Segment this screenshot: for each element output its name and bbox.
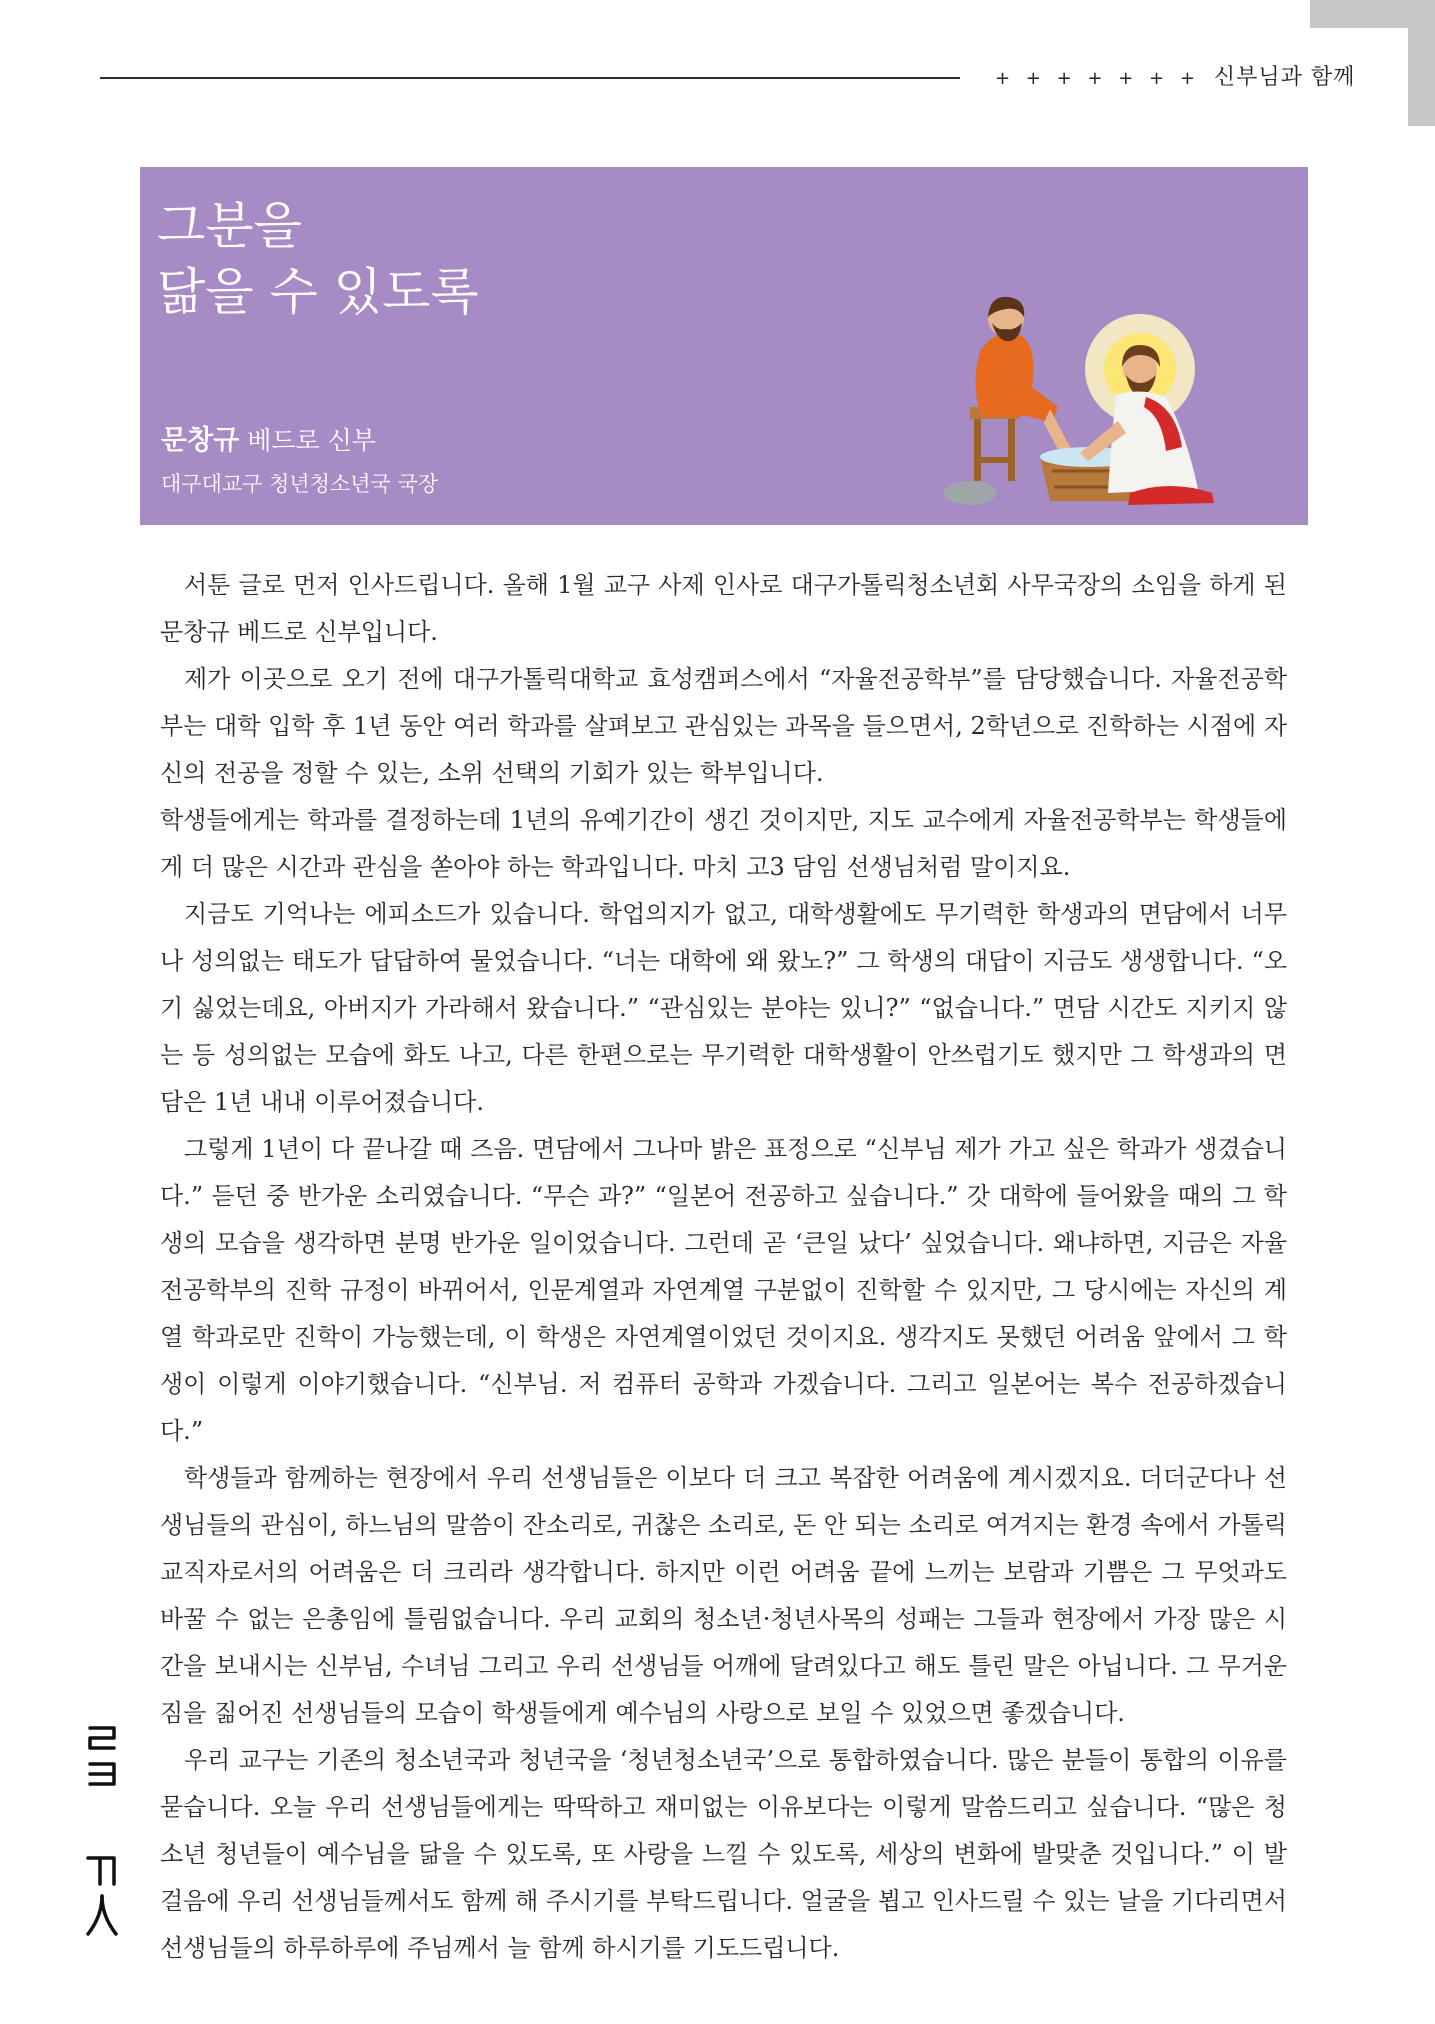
header-ornament: + + + + + + +: [995, 68, 1200, 89]
title-panel: [140, 167, 1308, 525]
author-block: [161, 423, 438, 503]
author-name: 문창규: [161, 425, 240, 456]
article-body: [160, 562, 1287, 1972]
paragraph-3: 학생들에게는 학과를 결정하는데 1년의 유예기간이 생긴 것이지만, 지도 교수에게 자율전공학부는 학생들에게 더 많은 시간과 관심을 쏟아야 하는 학과입니다. 마치 고3 담임 선생님처럼 말이지요.: [160, 806, 1287, 881]
foot-washing-illustration-icon: [940, 257, 1240, 517]
corner-tab-decoration: [1310, 0, 1435, 28]
paragraph-5: 그렇게 1년이 다 끝나갈 때 즈음. 면담에서 그나마 밝은 표정으로 “신부님 제가 가고 싶은 학과가 생겼습니다.” 듣던 중 반가운 소리였습니다. “무슨 과?” “일본어 전공하고 싶습니다.” 갓 대학에 들어왔을 때의 그 학생의 모습을 생각하면 분명 반가운 일이었습니다. 그런데 곧 ‘큰일 났다’ 싶었습니다. 왜냐하면, 지금은 자율전공학부의 진학 규정이 바뀌어서, 인문계열과 자연계열 구분없이 진학할 수 있지만, 그 당시에는 자신의 계열 학과로만 진학이 가능했는데, 이 학생은 자연계열이었던 것이지요. 생각지도 못했던 어려움 앞에서 그 학생이 이렇게 이야기했습니다. “신부님. 저 컴퓨터 공학과 가겠습니다. 그리고 일본어는 복수 전공하겠습니다.”: [160, 1135, 1287, 1445]
running-head: [995, 60, 1355, 96]
author-title: 베드로 신부: [247, 426, 376, 455]
paragraph-6: 학생들과 함께하는 현장에서 우리 선생님들은 이보다 더 크고 복잡한 어려움에 계시겠지요. 더더군다나 선생님들의 관심이, 하느님의 말씀이 잔소리로, 귀찮은 소리로, 돈 안 되는 소리로 여겨지는 환경 속에서 가톨릭 교직자로서의 어려움은 더 크리라 생각합니다. 하지만 이런 어려움 끝에 느끼는 보람과 기쁨은 그 무엇과도 바꿀 수 없는 은총임에 틀림없습니다. 우리 교회의 청소년·청년사목의 성패는 그들과 현장에서 가장 많은 시간을 보내시는 신부님, 수녀님 그리고 우리 선생님들 어깨에 달려있다고 해도 틀린 말은 아닙니다. 그 무거운 짐을 짊어진 선생님들의 모습이 학생들에게 예수님의 사랑으로 보일 수 있었으면 좋겠습니다.: [160, 1464, 1287, 1727]
article-title: [157, 193, 479, 325]
publication-logo-mark-icon: [84, 1720, 120, 1940]
section-title: 신부님과 함께: [1213, 65, 1356, 90]
paragraph-2: 제가 이곳으로 오기 전에 대구가톨릭대학교 효성캠퍼스에서 “자율전공학부”를 담당했습니다. 자율전공학부는 대학 입학 후 1년 동안 여러 학과를 살펴보고 관심있는 과목을 들으면서, 2학년으로 진학하는 시점에 자신의 전공을 정할 수 있는, 소위 선택의 기회가 있는 학부입니다.: [160, 665, 1287, 787]
paragraph-7: 우리 교구는 기존의 청소년국과 청년국을 ‘청년청소년국’으로 통합하였습니다. 많은 분들이 통합의 이유를 묻습니다. 오늘 우리 선생님들에게는 딱딱하고 재미없는 이유보다는 이렇게 말씀드리고 싶습니다. “많은 청소년 청년들이 예수님을 닮을 수 있도록, 또 사랑을 느낄 수 있도록, 세상의 변화에 발맞춘 것입니다.” 이 발걸음에 우리 선생님들께서도 함께 해 주시기를 부탁드립니다. 얼굴을 뵙고 인사드릴 수 있는 날을 기다리면서 선생님들의 하루하루에 주님께서 늘 함께 하시기를 기도드립니다.: [160, 1746, 1287, 1962]
header-rule: [100, 77, 960, 79]
paragraph-4: 지금도 기억나는 에피소드가 있습니다. 학업의지가 없고, 대학생활에도 무기력한 학생과의 면담에서 너무나 성의없는 태도가 답답하여 물었습니다. “너는 대학에 왜 왔노?” 그 학생의 대답이 지금도 생생합니다. “오기 싫었는데요, 아버지가 가라해서 왔습니다.” “관심있는 분야는 있니?” “없습니다.” 면담 시간도 지키지 않는 등 성의없는 모습에 화도 나고, 다른 한편으로는 무기력한 대학생활이 안쓰럽기도 했지만 그 학생과의 면담은 1년 내내 이루어졌습니다.: [160, 900, 1287, 1116]
paragraph-1: 서툰 글로 먼저 인사드립니다. 올해 1월 교구 사제 인사로 대구가톨릭청소년회 사무국장의 소임을 하게 된 문창규 베드로 신부입니다.: [160, 571, 1287, 646]
author-role: 대구대교구 청년청소년국 국장: [161, 472, 439, 496]
title-line-1: 그분을: [157, 197, 302, 255]
author-line: [161, 423, 438, 459]
title-line-2: 닮을 수 있도록: [157, 263, 479, 321]
corner-tab-side: [1408, 28, 1435, 126]
